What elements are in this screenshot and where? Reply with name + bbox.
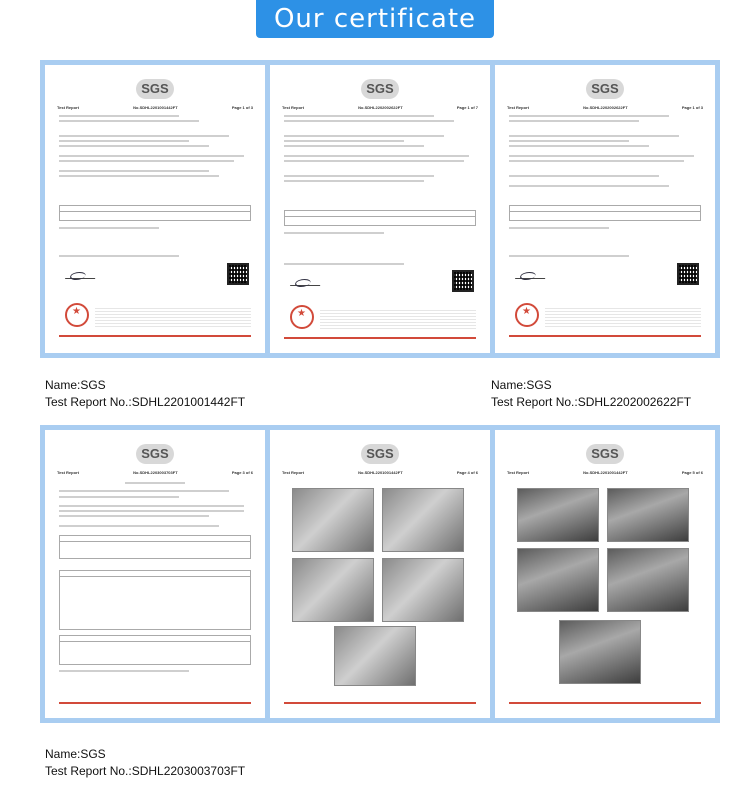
- text-line: [509, 175, 659, 177]
- text-line: [509, 227, 609, 229]
- text-line: [59, 170, 209, 172]
- text-line: [59, 505, 244, 507]
- footer-bar: [284, 337, 476, 339]
- report-header-number: No.SDHL2201001442FT: [583, 470, 628, 475]
- text-line: [59, 120, 199, 122]
- text-line: [284, 232, 384, 234]
- report-header: [507, 470, 703, 475]
- certificate-page: [270, 65, 490, 353]
- results-table: [59, 205, 251, 221]
- text-line: [284, 155, 469, 157]
- report-header: [57, 105, 253, 110]
- text-line: [59, 515, 209, 517]
- text-line: [59, 490, 229, 492]
- report-header-number: No.SDHL2201001442FT: [133, 105, 178, 110]
- report-header: [282, 105, 478, 110]
- text-line: [509, 135, 679, 137]
- certificate-page: [45, 65, 265, 353]
- certificate-caption-2: [491, 377, 691, 411]
- fine-print: [545, 307, 701, 327]
- report-header-title: Test Report: [507, 105, 529, 110]
- text-line: [284, 160, 464, 162]
- sample-photo: [334, 626, 416, 686]
- certificate-2[interactable]: [265, 60, 495, 358]
- text-line: [284, 140, 404, 142]
- text-line: [59, 160, 234, 162]
- report-header: [507, 105, 703, 110]
- certificate-page: [270, 430, 490, 718]
- report-header-title: Test Report: [57, 105, 79, 110]
- sample-photo: [382, 558, 464, 622]
- qr-code: [677, 263, 699, 285]
- footer-bar: [509, 335, 701, 337]
- signature: [515, 270, 549, 279]
- text-line: [509, 160, 684, 162]
- report-header-page: Page 1 of 3: [231, 105, 253, 110]
- text-line: [125, 482, 185, 484]
- footer-bar: [59, 335, 251, 337]
- seal-stamp: [515, 303, 539, 327]
- text-line: [284, 263, 404, 265]
- sample-photo: [517, 548, 599, 612]
- text-line: [509, 140, 629, 142]
- sample-photo: [607, 488, 689, 542]
- report-header-title: Test Report: [507, 470, 529, 475]
- certificate-page: [45, 430, 265, 718]
- sgs-logo: SGS: [136, 444, 174, 464]
- report-header-page: Page 3 of 6: [231, 470, 253, 475]
- report-header-page: Page 5 of 6: [681, 470, 703, 475]
- text-line: [59, 525, 219, 527]
- report-header-page: Page 4 of 6: [456, 470, 478, 475]
- text-line: [59, 135, 229, 137]
- text-line: [509, 120, 639, 122]
- text-line: [59, 175, 219, 177]
- seal-stamp: [290, 305, 314, 329]
- text-line: [59, 115, 179, 117]
- text-line: [284, 175, 434, 177]
- report-header-number: No.SDHL2203003703FT: [133, 470, 178, 475]
- certificate-caption-3: [45, 746, 245, 780]
- report-header-page: Page 1 of 7: [456, 105, 478, 110]
- report-header-title: Test Report: [282, 470, 304, 475]
- text-line: [59, 255, 179, 257]
- caption-name: Name:SGS: [45, 378, 106, 392]
- sample-photo: [292, 488, 374, 552]
- text-line: [59, 227, 159, 229]
- results-table: [284, 210, 476, 226]
- sample-photo: [292, 558, 374, 622]
- report-header-title: Test Report: [282, 105, 304, 110]
- sgs-logo: SGS: [586, 79, 624, 99]
- footer-bar: [284, 702, 476, 704]
- text-line: [284, 135, 444, 137]
- sample-photo: [559, 620, 641, 684]
- caption-name: Name:SGS: [491, 378, 552, 392]
- report-header-number: No.SDHL2202002622FT: [583, 105, 628, 110]
- report-header-page: Page 1 of 3: [681, 105, 703, 110]
- caption-report-number: Test Report No.:SDHL2203003703FT: [45, 764, 246, 778]
- certificate-4[interactable]: [40, 425, 270, 723]
- qr-code: [227, 263, 249, 285]
- certificate-caption-1: [45, 377, 245, 411]
- text-line: [509, 115, 669, 117]
- signature: [65, 270, 99, 279]
- sgs-logo: SGS: [136, 79, 174, 99]
- fine-print: [320, 309, 476, 329]
- sample-photo: [382, 488, 464, 552]
- certificate-6[interactable]: [490, 425, 720, 723]
- text-line: [284, 115, 434, 117]
- results-table: [509, 205, 701, 221]
- report-header: [57, 470, 253, 475]
- report-header-number: No.SDHL2202002622FT: [358, 105, 403, 110]
- fine-print: [95, 307, 251, 327]
- sample-photo: [517, 488, 599, 542]
- footer-bar: [509, 702, 701, 704]
- text-line: [509, 255, 629, 257]
- text-line: [509, 185, 669, 187]
- qr-code: [452, 270, 474, 292]
- certificate-3[interactable]: [490, 60, 720, 358]
- text-line: [284, 145, 424, 147]
- text-line: [284, 120, 454, 122]
- appearance-table: [59, 635, 251, 665]
- footer-bar: [59, 702, 251, 704]
- signature: [290, 277, 324, 286]
- text-line: [59, 140, 189, 142]
- page-banner: Our certificate: [256, 0, 494, 38]
- ratings-table: [59, 570, 251, 630]
- certificate-1[interactable]: [40, 60, 270, 358]
- text-line: [509, 155, 694, 157]
- test-conditions-table: [59, 535, 251, 559]
- sample-photo: [607, 548, 689, 612]
- seal-stamp: [65, 303, 89, 327]
- text-line: [59, 145, 209, 147]
- report-header: [282, 470, 478, 475]
- text-line: [59, 496, 179, 498]
- text-line: [284, 180, 424, 182]
- caption-report-number: Test Report No.:SDHL2202002622FT: [491, 395, 692, 409]
- sgs-logo: SGS: [361, 79, 399, 99]
- text-line: [59, 155, 244, 157]
- caption-name: Name:SGS: [45, 747, 106, 761]
- text-line: [509, 145, 649, 147]
- certificate-5[interactable]: [265, 425, 495, 723]
- report-header-number: No.SDHL2201001442FT: [358, 470, 403, 475]
- sgs-logo: SGS: [586, 444, 624, 464]
- certificate-page: [495, 65, 715, 353]
- report-header-title: Test Report: [57, 470, 79, 475]
- text-line: [59, 510, 244, 512]
- sgs-logo: SGS: [361, 444, 399, 464]
- text-line: [59, 670, 189, 672]
- caption-report-number: Test Report No.:SDHL2201001442FT: [45, 395, 246, 409]
- certificate-page: [495, 430, 715, 718]
